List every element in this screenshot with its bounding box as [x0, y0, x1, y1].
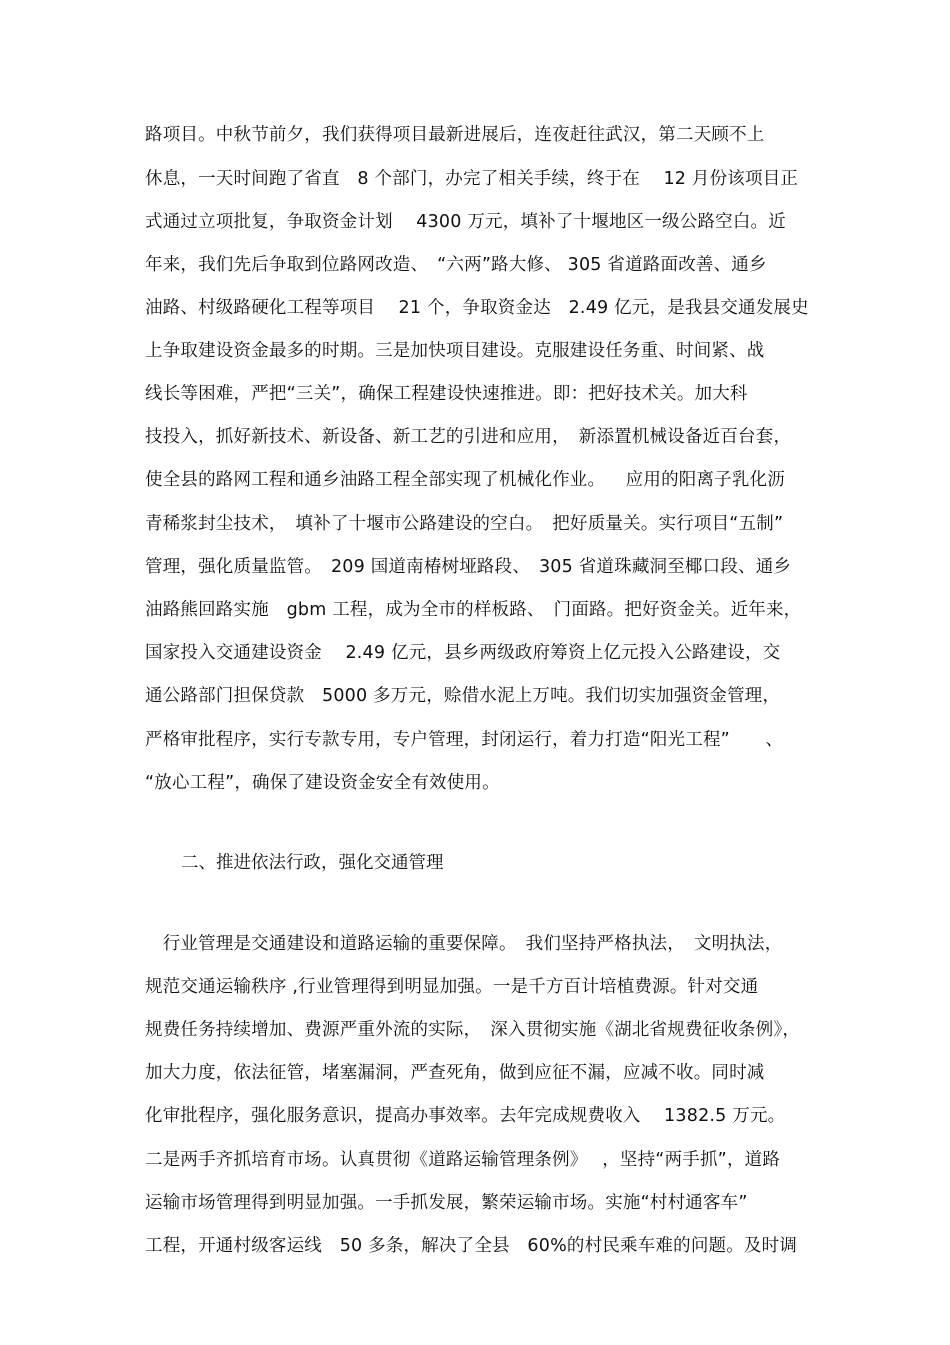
text-line: 工程，开通村级客运线 50 多条，解决了全县 60%的村民乘车难的问题。及时调 — [145, 1236, 798, 1256]
text-line: 油路、村级路硬化工程等项目 21 个，争取资金达 2.49 亿元，是我县交通发展史 — [145, 298, 809, 318]
text-line: 技投入，抓好新技术、新设备、新工艺的引进和应用， 新添置机械设备近百台套， — [145, 427, 792, 447]
text-line: 管理，强化质量监管。 209 国道南椿树垭路段、 305 省道珠藏洞至椰口段、通乡 — [145, 557, 792, 577]
text-line: 运输市场管理得到明显加强。一手抓发展，繁荣运输市场。实施“村村通客车” — [145, 1193, 748, 1213]
section-heading: 二、推进依法行政，强化交通管理 — [181, 853, 444, 873]
text-line: 路项目。中秋节前夕，我们获得项目最新进展后，连夜赶往武汉，第二天顾不上 — [145, 125, 765, 145]
text-line: 使全县的路网工程和通乡油路工程全部实现了机械化作业。 应用的阳离子乳化沥 — [145, 470, 785, 490]
text-line: 规费任务持续增加、费源严重外流的实际， 深入贯彻实施《湖北省规费征收条例》， — [145, 1020, 801, 1040]
text-line: 油路熊回路实施 gbm 工程，成为全市的样板路、 门面路。把好资金关。近年来， — [145, 600, 802, 620]
text-line: 规范交通运输秩序 ,行业管理得到明显加强。一是千方百计培植费源。针对交通 — [145, 977, 759, 997]
text-line: 二是两手齐抓培育市场。认真贯彻《道路运输管理条例》 ，坚持“两手抓”，道路 — [145, 1150, 781, 1170]
text-line: 式通过立项批复，争取资金计划 4300 万元，填补了十堰地区一级公路空白。近 — [145, 212, 786, 232]
text-line: 青稀浆封尘技术， 填补了十堰市公路建设的空白。 把好质量关。实行项目“五制” — [145, 514, 784, 534]
text-line: 加大力度，依法征管，堵塞漏洞，严查死角，做到应征不漏，应减不收。同时减 — [145, 1063, 765, 1083]
text-line: 线长等困难，严把“三关”，确保工程建设快速推进。即：把好技术关。加大科 — [145, 384, 748, 404]
text-line: 严格审批程序，实行专款专用，专户管理，封闭运行，着力打造“阳光工程” 、 — [145, 730, 784, 750]
text-line: 化审批程序，强化服务意识，提高办事效率。去年完成规费收入 1382.5 万元。 — [145, 1106, 786, 1126]
text-line: 上争取建设资金最多的时期。三是加快项目建设。克服建设任务重、时间紧、战 — [145, 341, 765, 361]
text-line: 年来，我们先后争取到位路网改造、 “六两”路大修、 305 省道路面改善、通乡 — [145, 255, 767, 275]
text-line: 休息，一天时间跑了省直 8 个部门，办完了相关手续，终于在 12 月份该项目正 — [145, 169, 799, 189]
text-line: “放心工程”，确保了建设资金安全有效使用。 — [145, 773, 500, 793]
text-line: 行业管理是交通建设和道路运输的重要保障。 我们坚持严格执法， 文明执法， — [145, 934, 783, 954]
text-line: 通公路部门担保贷款 5000 多万元，赊借水泥上万吨。我们切实加强资金管理， — [145, 686, 781, 706]
text-line: 国家投入交通建设资金 2.49 亿元，县乡两级政府筹资上亿元投入公路建设，交 — [145, 643, 781, 663]
